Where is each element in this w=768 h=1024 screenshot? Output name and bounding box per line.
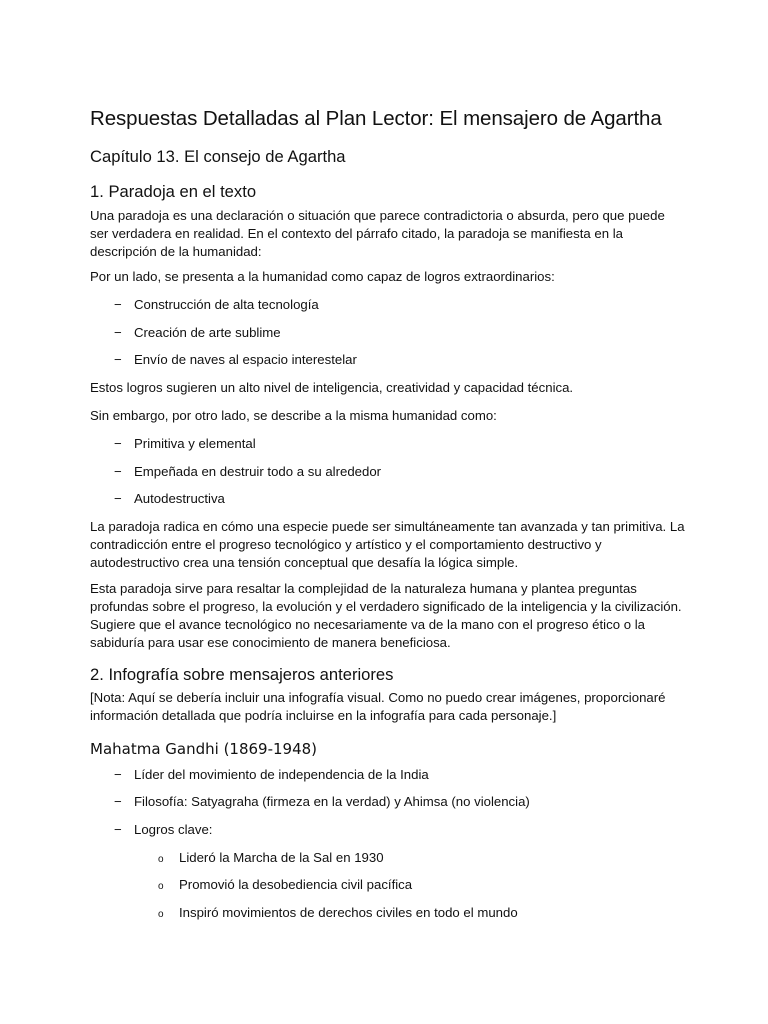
paragraph: Sin embargo, por otro lado, se describe a la misma humanidad como: — [90, 408, 497, 423]
dash-bullet: − — [114, 794, 122, 809]
circle-bullet: o — [158, 854, 164, 865]
paragraph: Esta paradoja sirve para resaltar la complejidad de la naturaleza humana y plantea preguntas profundas sobre el progreso, la evolución y el verdadero significado de la inteligencia y la civilización. Sugiere que el avance tecnológico no necesariamente va de la mano con el progreso ético o la sabiduría para usar ese conocimiento de manera beneficiosa. — [90, 581, 682, 650]
chapter-heading: Capítulo 13. El consejo de Agartha — [90, 147, 346, 166]
list-item-text: Filosofía: Satyagraha (firmeza en la verdad) y Ahimsa (no violencia) — [134, 794, 530, 809]
list-item — [114, 351, 357, 369]
list-item-text: Líder del movimiento de independencia de la India — [134, 767, 429, 782]
list-item-text: Autodestructiva — [134, 491, 225, 506]
dash-bullet: − — [114, 822, 122, 837]
paragraph: Una paradoja es una declaración o situación que parece contradictoria o absurda, pero que puede ser verdadera en realidad. En el contexto del párrafo citado, la paradoja se manifiesta en la descripción de la humanidad: — [90, 208, 665, 259]
dash-bullet: − — [114, 491, 122, 506]
list-item — [114, 793, 530, 811]
list-item-text: Construcción de alta tecnología — [134, 297, 319, 312]
circle-bullet: o — [158, 909, 164, 920]
dash-bullet: − — [114, 297, 122, 312]
list-item — [114, 766, 429, 784]
list-item — [114, 490, 225, 508]
dash-bullet: − — [114, 352, 122, 367]
list-item — [114, 821, 212, 839]
note-paragraph: [Nota: Aquí se debería incluir una infografía visual. Como no puedo crear imágenes, proporcionaré información detallada que podría incluirse en la infografía para cada personaje.] — [90, 690, 666, 723]
sub-list-item — [158, 904, 518, 924]
sub-list-item-text: Promovió la desobediencia civil pacífica — [179, 877, 413, 892]
list-item — [114, 463, 381, 481]
dash-bullet: − — [114, 436, 122, 451]
person-heading: Mahatma Gandhi (1869-1948) — [90, 740, 318, 758]
list-item-text: Empeñada en destruir todo a su alrededor — [134, 464, 382, 479]
list-item — [114, 435, 256, 453]
section-2-heading: 2. Infografía sobre mensajeros anteriores — [90, 665, 394, 684]
circle-bullet: o — [158, 881, 164, 892]
list-item — [114, 324, 281, 342]
list-item-text: Primitiva y elemental — [134, 436, 256, 451]
list-item-text: Creación de arte sublime — [134, 325, 281, 340]
list-item-text: Logros clave: — [134, 822, 213, 837]
sub-list-item-text: Inspiró movimientos de derechos civiles en todo el mundo — [179, 905, 518, 920]
dash-bullet: − — [114, 767, 122, 782]
document-title: Respuestas Detalladas al Plan Lector: El mensajero de Agartha — [90, 107, 662, 130]
sub-list-item-text: Lideró la Marcha de la Sal en 1930 — [179, 850, 384, 865]
paragraph: Estos logros sugieren un alto nivel de inteligencia, creatividad y capacidad técnica. — [90, 380, 574, 395]
sub-list-item — [158, 876, 412, 896]
dash-bullet: − — [114, 464, 122, 479]
dash-bullet: − — [114, 325, 122, 340]
paragraph: Por un lado, se presenta a la humanidad como capaz de logros extraordinarios: — [90, 269, 555, 284]
paragraph: La paradoja radica en cómo una especie puede ser simultáneamente tan avanzada y tan primitiva. La contradicción entre el progreso tecnológico y artístico y el comportamiento destructivo y autodestructivo crea una tensión conceptual que desafía la lógica simple. — [90, 519, 685, 570]
list-item-text: Envío de naves al espacio interestelar — [134, 352, 357, 367]
list-item — [114, 296, 319, 314]
sub-list-item — [158, 849, 384, 869]
section-1-heading: 1. Paradoja en el texto — [90, 182, 257, 201]
